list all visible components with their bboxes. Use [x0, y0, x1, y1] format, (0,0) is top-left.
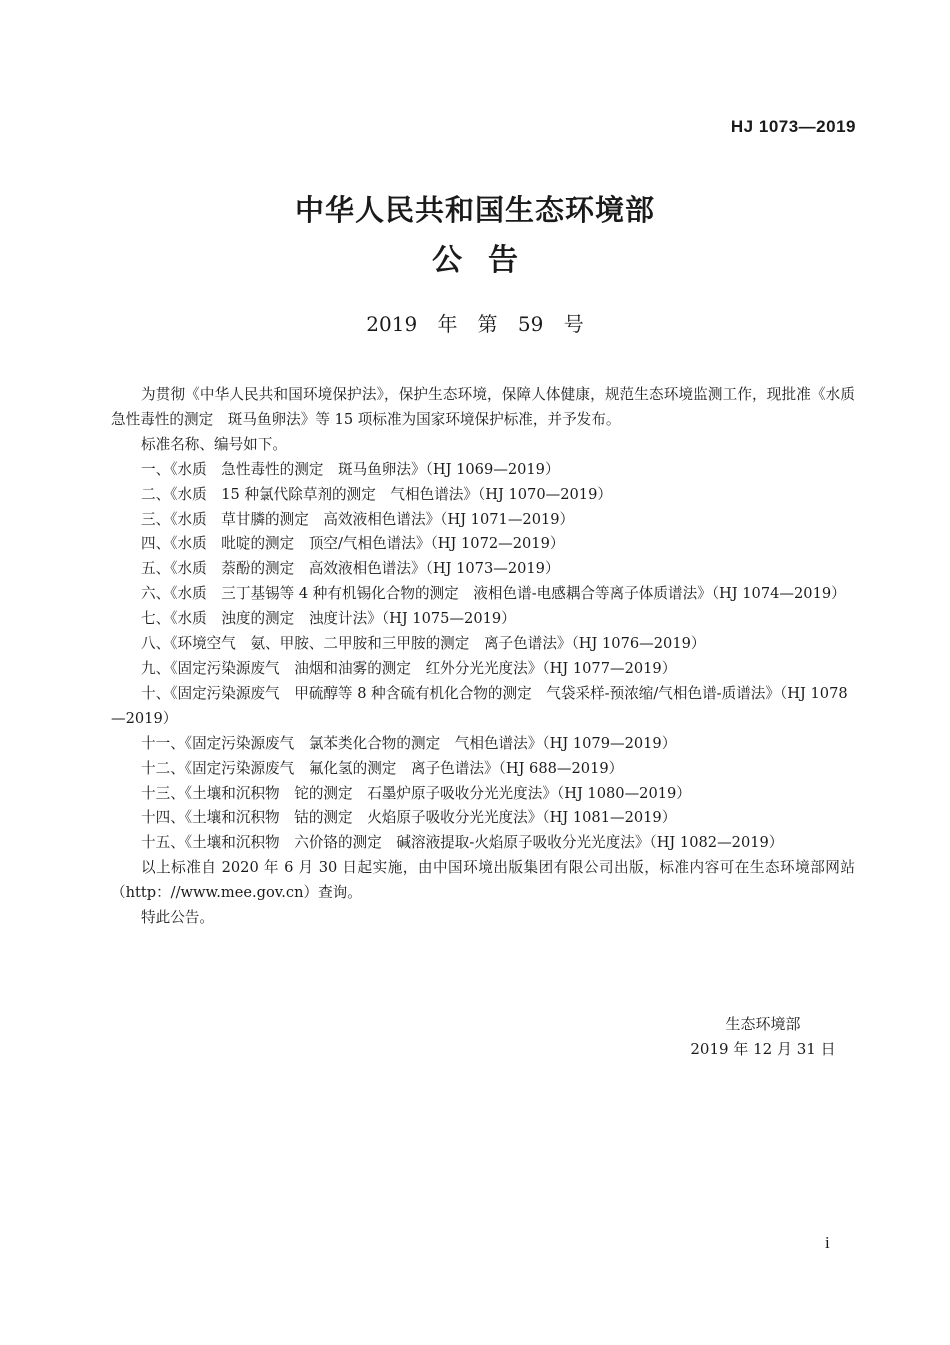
implementation-paragraph: 以上标准自 2020 年 6 月 30 日起实施，由中国环境出版集团有限公司出版，标准内容可在生态环境部网站（http：//www.mee.gov.cn）查询。 [111, 859, 855, 902]
closing-line: 特此公告。 [141, 909, 214, 927]
standards-list [111, 458, 855, 857]
standard-item: 七、《水质 浊度的测定 浊度计法》（HJ 1075—2019） [141, 610, 516, 628]
standard-item: 十二、《固定污染源废气 氟化氢的测定 离子色谱法》（HJ 688—2019） [141, 759, 624, 777]
standard-item: 十五、《土壤和沉积物 六价铬的测定 碱溶液提取-火焰原子吸收分光光度法》（HJ 1082—2019） [141, 834, 784, 852]
standard-item: 一、《水质 急性毒性的测定 斑马鱼卵法》（HJ 1069—2019） [141, 460, 560, 478]
intro-paragraph: 为贯彻《中华人民共和国环境保护法》，保护生态环境，保障人体健康，规范生态环境监测工作，现批准《水质 急性毒性的测定 斑马鱼卵法》等 15 项标准为国家环境保护标准，并予发布。 [111, 386, 870, 428]
standard-code: HJ 1073—2019 [730, 117, 856, 136]
page-number: i [825, 1233, 830, 1252]
standard-item: 十、《固定污染源废气 甲硫醇等 8 种含硫有机化合物的测定 气袋采样-预浓缩/气相色谱-质谱法》（HJ 1078—2019） [111, 684, 848, 727]
standard-item: 十三、《土壤和沉积物 铊的测定 石墨炉原子吸收分光光度法》（HJ 1080—2019） [141, 784, 691, 802]
issuer-name: 生态环境部 [725, 1015, 801, 1033]
standard-item: 三、《水质 草甘膦的测定 高效液相色谱法》（HJ 1071—2019） [141, 510, 575, 528]
standard-item: 八、《环境空气 氨、甲胺、二甲胺和三甲胺的测定 离子色谱法》（HJ 1076—2019） [141, 635, 706, 653]
standard-item: 五、《水质 萘酚的测定 高效液相色谱法》（HJ 1073—2019） [141, 560, 560, 578]
standard-item: 十四、《土壤和沉积物 钴的测定 火焰原子吸收分光光度法》（HJ 1081—2019） [141, 809, 677, 827]
ministry-title: 中华人民共和国生态环境部 [294, 193, 655, 227]
standard-item: 十一、《固定污染源废气 氯苯类化合物的测定 气相色谱法》（HJ 1079—2019） [141, 734, 677, 752]
notice-title: 公告 [432, 243, 544, 278]
standard-item: 六、《水质 三丁基锡等 4 种有机锡化合物的测定 液相色谱-电感耦合等离子体质谱法》（HJ 1074—2019） [141, 585, 846, 603]
issue-number: 2019 年 第 59 号 [366, 312, 584, 336]
standard-item: 二、《水质 15 种氯代除草剂的测定 气相色谱法》（HJ 1070—2019） [141, 485, 612, 503]
issue-date: 2019 年 12 月 31 日 [690, 1040, 836, 1058]
list-heading: 标准名称、编号如下。 [141, 435, 287, 453]
standard-item: 四、《水质 吡啶的测定 顶空/气相色谱法》（HJ 1072—2019） [141, 535, 565, 553]
standard-item: 九、《固定污染源废气 油烟和油雾的测定 红外分光光度法》（HJ 1077—2019） [141, 659, 677, 677]
signature-block [640, 1012, 886, 1062]
announcement-body [111, 383, 870, 931]
